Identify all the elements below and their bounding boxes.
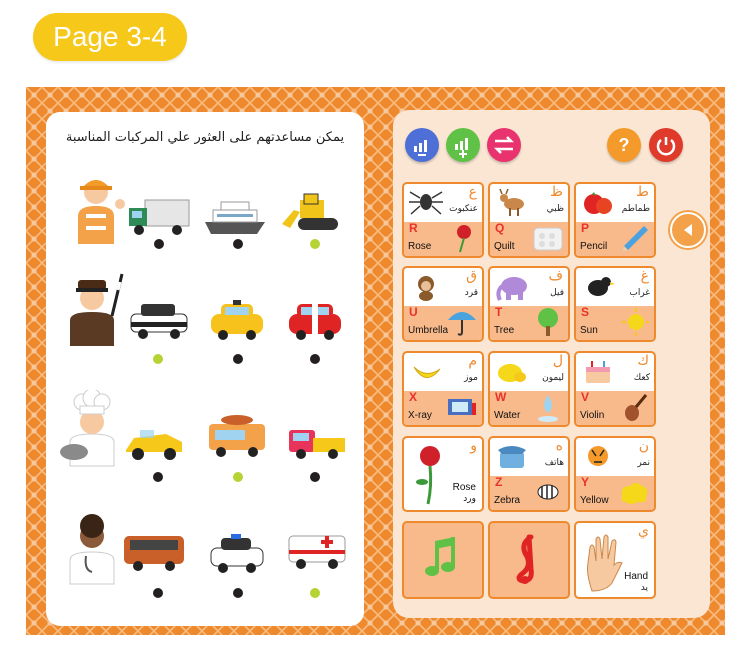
pencil-icon [616, 222, 650, 254]
telephone-icon [494, 442, 530, 472]
answer-dot-correct[interactable] [310, 588, 320, 598]
music-note-icon [421, 535, 465, 581]
answer-dot[interactable] [153, 472, 163, 482]
card-w[interactable]: ل ليمون W Water [488, 351, 570, 427]
answer-dot-correct[interactable] [153, 354, 163, 364]
answer-dot[interactable] [233, 354, 243, 364]
page-badge: Page 3-4 [33, 13, 187, 61]
help-button[interactable] [607, 128, 641, 162]
sun-icon [616, 306, 650, 338]
svg-text:?: ? [618, 135, 630, 155]
rose-flower-icon [410, 442, 450, 506]
doctor-icon[interactable] [56, 508, 128, 586]
hotdog-food-truck-icon[interactable] [205, 414, 269, 458]
yellow-paint-splash-icon [616, 476, 650, 508]
tree-icon [530, 306, 564, 338]
water-drop-icon [530, 391, 564, 423]
card-x[interactable]: م موز X X-ray [402, 351, 484, 427]
umbrella-icon [444, 306, 478, 338]
deer-icon [494, 188, 530, 218]
truck-icon[interactable] [127, 194, 191, 238]
tomato-icon [580, 188, 616, 218]
cake-icon [580, 357, 616, 387]
card-u[interactable]: ق قرد U Umbrella [402, 266, 484, 342]
x-ray-machine-icon [444, 391, 478, 423]
construction-worker-icon[interactable] [60, 170, 132, 248]
tiger-icon [580, 442, 616, 472]
answer-dot[interactable] [154, 239, 164, 249]
answer-dot[interactable] [310, 354, 320, 364]
card-p[interactable]: ط طماطم P Pencil [574, 182, 656, 258]
bulldozer-icon[interactable] [280, 190, 344, 234]
police-car-icon[interactable] [127, 298, 191, 342]
switch-mode-icon [487, 128, 521, 162]
lemon-icon [494, 357, 530, 387]
chef-icon[interactable] [56, 390, 128, 468]
card-q[interactable]: ظ ظبي Q Quilt [488, 182, 570, 258]
card-treble-clef[interactable] [488, 521, 570, 599]
mode-switch-button[interactable] [487, 128, 521, 162]
quilt-icon [530, 222, 564, 254]
card-music-note[interactable] [402, 521, 484, 599]
bus-icon[interactable] [122, 530, 186, 574]
spider-icon [408, 188, 444, 218]
cruise-ship-icon[interactable] [203, 196, 267, 240]
banana-icon [408, 357, 444, 387]
yellow-convertible-icon[interactable] [122, 420, 186, 464]
elephant-icon [494, 272, 530, 302]
ambulance-icon[interactable] [285, 528, 349, 572]
pickup-truck-icon[interactable] [285, 418, 349, 462]
arrow-left-icon [672, 214, 704, 246]
answer-dot[interactable] [233, 588, 243, 598]
treble-clef-icon [509, 533, 549, 585]
power-icon [649, 128, 683, 162]
card-rose[interactable]: و Rose ورد [402, 436, 484, 512]
violin-icon [616, 391, 650, 423]
taxi-icon[interactable] [205, 298, 269, 342]
volume-down-icon [405, 128, 439, 162]
instruction-text: يمكن مساعدتهم على العثور علي المركبات المناسبة [65, 130, 345, 145]
card-hand[interactable]: ي Hand يد [574, 521, 656, 599]
monkey-icon [408, 272, 444, 302]
hand-icon [582, 533, 624, 593]
card-y[interactable]: ن نمر Y Yellow [574, 436, 656, 512]
card-r[interactable]: ع عنكبوت R Rose [402, 182, 484, 258]
answer-dot[interactable] [233, 239, 243, 249]
previous-page-button[interactable] [670, 212, 706, 248]
crow-icon [580, 272, 616, 302]
card-v[interactable]: ك كعك V Violin [574, 351, 656, 427]
rose-icon [444, 222, 478, 254]
zebra-icon [530, 476, 564, 508]
answer-dot[interactable] [310, 472, 320, 482]
answer-dot-correct[interactable] [233, 472, 243, 482]
card-t[interactable]: ف فيل T Tree [488, 266, 570, 342]
card-z[interactable]: ه هاتف Z Zebra [488, 436, 570, 512]
answer-dot-correct[interactable] [310, 239, 320, 249]
red-mini-car-icon[interactable] [283, 298, 347, 342]
police-car-small-icon[interactable] [205, 532, 269, 576]
volume-up-button[interactable] [446, 128, 480, 162]
volume-up-icon [446, 128, 480, 162]
volume-down-button[interactable] [405, 128, 439, 162]
card-s[interactable]: غ غراب S Sun [574, 266, 656, 342]
police-officer-icon[interactable] [56, 270, 128, 348]
power-button[interactable] [649, 128, 683, 162]
answer-dot[interactable] [153, 588, 163, 598]
help-icon [607, 128, 641, 162]
